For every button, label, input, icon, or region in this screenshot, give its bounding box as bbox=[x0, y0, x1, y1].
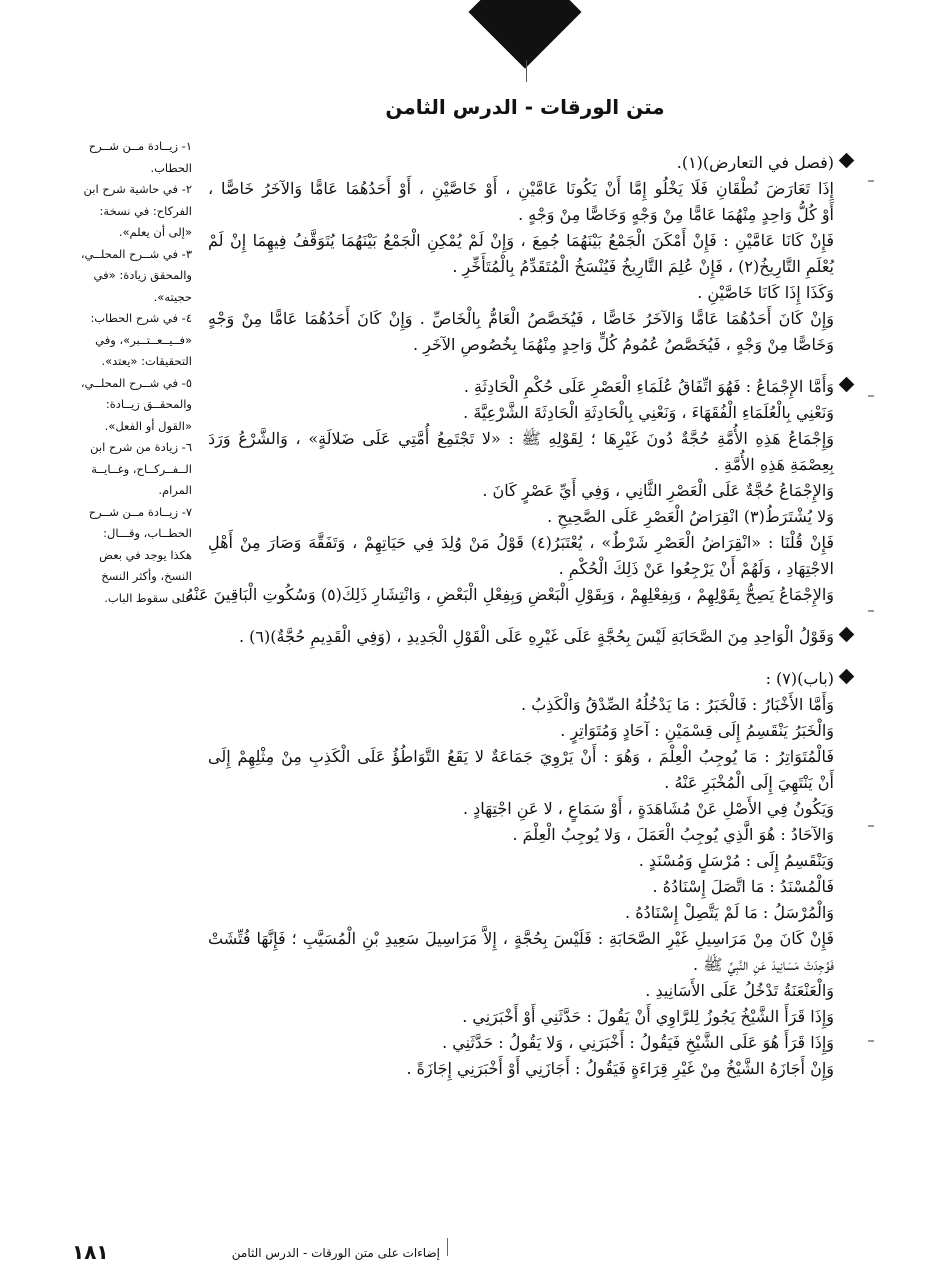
footnote-line: النسخ، وأكثر النسخ bbox=[101, 569, 192, 583]
page-title: متن الورقات - الدرس الثامن bbox=[385, 95, 665, 119]
text-line: وَإِنْ أَجَازَهُ الشَّيْخُ مِنْ غَيْرِ قِرَاءَةٍ فَيَقُولُ : أَجَازَنِي أَوْ أَخْبَرَنِي إِجَازَةً . bbox=[406, 1059, 834, 1078]
top-ornament-stem bbox=[526, 60, 527, 82]
text-line: وَالْخَبَرُ يَنْقَسِمُ إِلَى قِسْمَيْنِ : آحَادٍ وَمُتَوَاتِرٍ . bbox=[560, 721, 834, 740]
margin-tick bbox=[868, 825, 874, 827]
text-line: وَالإِجْمَاعُ يَصِحُّ بِقَوْلِهِمْ ، وَبِفِعْلِهِمْ ، وَبِقَوْلِ الْبَعْضِ وَبِفِعْلِ الْبَعْضِ ، وَانْتِشَارِ ذَلِكَ(٥) وَسُكُوتِ الْبَاقِينَ عَنْهُ . bbox=[175, 585, 834, 604]
top-diamond-ornament bbox=[468, 0, 581, 69]
footnote-line: هكذا يوجد في بعض bbox=[99, 547, 192, 562]
text-line: وَيَنْقَسِمُ إِلَى : مُرْسَلٍ وَمُسْنَدٍ . bbox=[638, 851, 834, 870]
text-line: وَالْعَنْعَنَةُ تَدْخُلُ عَلَى الأَسَانِيدِ . bbox=[645, 981, 834, 1000]
text-line: وَقَوْلُ الْوَاحِدِ مِنَ الصَّحَابَةِ لَيْسَ بِحُجَّةٍ عَلَى غَيْرِهِ عَلَى الْقَوْلِ الْجَدِيدِ ، (وَفِي الْقَدِيمِ حُجَّةٌ)(٦) . bbox=[238, 627, 834, 646]
text-line: فَإِنْ قُلْنَا : «انْقِرَاضُ الْعَصْرِ شَرْطٌ» ، يُعْتَبَرُ(٤) قَوْلُ مَنْ وُلِدَ فِي حَيَاتِهِمْ ، وَتَفَقَّهَ وَصَارَ مِنْ أَهْلِ bbox=[208, 533, 835, 552]
text-line: بِعِصْمَةِ هَذِهِ الأُمَّةِ . bbox=[713, 455, 834, 474]
section-taarud bbox=[208, 150, 834, 358]
text-line: وَلا يُشْتَرَطُ(٣) انْقِرَاضُ الْعَصْرِ عَلَى الصَّحِيحِ . bbox=[547, 507, 834, 526]
margin-footnotes bbox=[52, 136, 192, 609]
footnote-line: ١- زيــادة مــن شــرح bbox=[88, 139, 192, 153]
text-line: يُعْلَمِ التَّارِيخُ(٢) ، فَإِنْ عُلِمَ التَّارِيخُ فَيُنْسَخُ الْمُتَقَدِّمُ بِالْمُتَأَخِّرِ . bbox=[452, 257, 834, 276]
text-line: وَأَمَّا الإِجْمَاعُ : فَهُوَ اتِّفَاقُ عُلَمَاءِ الْعَصْرِ عَلَى حُكْمِ الْحَادِثَةِ . bbox=[463, 377, 834, 396]
text-line: وَإِذَا قَرَأَ الشَّيْخُ يَجُوزُ لِلرَّاوِي أَنْ يَقُولَ : حَدَّثَنِي أَوْ أَخْبَرَنِي . bbox=[462, 1007, 834, 1026]
text-line: وَإِنْ كَانَ أَحَدُهُمَا عَامًّا وَالآخَرُ خَاصًّا ، فَيُخَصَّصُ الْعَامُّ بِالْخَاصِّ . وَإِنْ كَانَ أَحَدُهُمَا عَامًّا مِنْ وَجْهٍ bbox=[208, 309, 834, 328]
section-akhbar bbox=[208, 666, 834, 1082]
footnote-line: والمحقــق زيــادة: bbox=[105, 397, 192, 411]
section-qawl-sahabi bbox=[208, 624, 834, 650]
footnote-line: ٤- في شرح الحطاب: bbox=[90, 311, 192, 325]
text-line: فَإِنْ كَانَا عَامَّيْنِ : فَإِنْ أَمْكَنَ الْجَمْعُ بَيْنَهُمَا جُمِعَ ، وَإِنْ لَمْ يُمْكِنِ الْجَمْعُ بَيْنَهُمَا يُتَوَقَّفُ فِيهِمَا إِنْ لَمْ bbox=[208, 231, 834, 250]
footnote-line: الحطــاب، وقـــال: bbox=[103, 526, 192, 540]
diamond-bullet-icon bbox=[839, 627, 855, 643]
margin-tick bbox=[868, 180, 874, 182]
text-line: وَالآحَادُ : هُوَ الَّذِي يُوجِبُ الْعَمَلَ ، وَلا يُوجِبُ الْعِلْمَ . bbox=[512, 825, 834, 844]
text-line: فَإِنْ كَانَ مِنْ مَرَاسِيلِ غَيْرِ الصَّحَابَةِ : فَلَيْسَ بِحُجَّةٍ ، إِلاَّ مَرَاسِيلَ سَعِيدِ بْنِ الْمُسَيَّبِ ؛ فَإِنَّهَا فُتِّشَتْ bbox=[208, 929, 834, 948]
footnote-line: الــفــركــاح، وغــايــة bbox=[91, 461, 192, 476]
footnote-line: على سقوط الباب. bbox=[104, 590, 192, 605]
footnote-line: المرام. bbox=[158, 483, 192, 497]
footnote-line: التحقيقات: «يعتد». bbox=[101, 354, 192, 368]
footnote-line: والمحقق زيادة: «في bbox=[93, 268, 192, 282]
diamond-bullet-icon bbox=[839, 669, 855, 685]
text-line: فَوُجِدَتْ مَسَانِيدَ عَنِ النَّبِيِّ ﷺ . bbox=[693, 955, 834, 974]
footnote-line: «إلى أن يعلم». bbox=[118, 225, 192, 239]
text-line: وَإِذَا قَرَأَ هُوَ عَلَى الشَّيْخِ فَيَقُولُ : أَخْبَرَنِي ، وَلا يَقُولُ : حَدَّثَنِي . bbox=[442, 1033, 834, 1052]
footnote-line: ٦- زيادة من شرح ابن bbox=[90, 440, 192, 454]
diamond-bullet-icon bbox=[839, 153, 855, 169]
text-line: وَالْمُرْسَلُ : مَا لَمْ يَتَّصِلْ إِسْنَادُهُ . bbox=[625, 903, 834, 922]
footnote-line: ٥- في شــرح المحلــي، bbox=[80, 375, 192, 390]
text-line: الاجْتِهَادِ ، وَلَهُمْ أَنْ يَرْجِعُوا عَنْ ذَلِكَ الْحُكْمِ . bbox=[558, 559, 834, 578]
footer-divider bbox=[447, 1238, 448, 1256]
text-line: فَالْمُسْنَدُ : مَا اتَّصَلَ إِسْنَادُهُ . bbox=[652, 877, 834, 896]
diamond-bullet-icon bbox=[839, 377, 855, 393]
margin-tick bbox=[868, 395, 874, 397]
margin-tick bbox=[868, 1040, 874, 1042]
running-footer: إضاءات على متن الورقات - الدرس الثامن bbox=[231, 1246, 440, 1260]
footnote-line: الحطاب. bbox=[150, 160, 192, 175]
text-line: وَإِجْمَاعُ هَذِهِ الأُمَّةِ حُجَّةٌ دُونَ غَيْرِهَا ؛ لِقَوْلِهِ ﷺ : «لا تَجْتَمِعُ أُمَّتِي عَلَى ضَلالَةٍ» ، وَالشَّرْعُ وَرَدَ bbox=[208, 429, 834, 448]
text-line: وَيَكُونُ فِي الأَصْلِ عَنْ مُشَاهَدَةٍ ، أَوْ سَمَاعٍ ، لا عَنِ اجْتِهَادٍ . bbox=[462, 799, 834, 818]
footnote-line: «فــيــعــتــبر»، وفي bbox=[95, 332, 192, 347]
text-line: أَنْ يَنْتَهِيَ إِلَى الْمُخْبَرِ عَنْهُ . bbox=[664, 773, 834, 792]
margin-tick bbox=[868, 610, 874, 612]
text-line: (باب)(٧) : bbox=[765, 669, 834, 688]
footnote-line: حجيته». bbox=[153, 289, 192, 304]
text-line: فَالْمُتَوَاتِرُ : مَا يُوجِبُ الْعِلْمَ ، وَهُوَ : أَنْ يَرْوِيَ جَمَاعَةٌ لا يَقَعُ التَّوَاطُؤُ عَلَى الْكَذِبِ مِنْ مِثْلِهِمْ إِلَى bbox=[208, 747, 834, 766]
text-line: وَأَمَّا الأَخْبَارُ : فَالْخَبَرُ : مَا يَدْخُلُهُ الصِّدْقُ وَالْكَذِبُ . bbox=[521, 695, 834, 714]
footnote-line: ٧- زيــادة مــن شــرح bbox=[88, 504, 192, 519]
text-line: وَنَعْنِي بِالْعُلَمَاءِ الْفُقَهَاءَ ، وَنَعْنِي بِالْحَادِثَةِ الْحَادِثَةَ الشَّرْعِيَّةَ . bbox=[463, 403, 834, 422]
text-line: وَكَذَا إِذَا كَانَا خَاصَّيْنِ . bbox=[697, 283, 834, 302]
text-line: إِذَا تَعَارَضَ نُطْقَانِ فَلَا يَخْلُو إِمَّا أَنْ يَكُونَا عَامَّيْنِ ، أَوْ خَاصَّيْنِ ، أَوْ أَحَدُهُمَا عَامًّا وَالآخَرُ خَاصًّا ، bbox=[208, 179, 834, 198]
text-line: وَخَاصًّا مِنْ وَجْهٍ ، فَيُخَصَّصُ عُمُومُ كُلٍّ وَاحِدٍ مِنْهُمَا بِخُصُوصِ الآخَرِ . bbox=[413, 335, 834, 354]
text-line: (فصل في التعارض)(١). bbox=[676, 153, 834, 172]
text-line: أَوْ كُلُّ وَاحِدٍ مِنْهُمَا عَامًّا مِنْ وَجْهٍ وَخَاصًّا مِنْ وَجْهٍ . bbox=[518, 205, 834, 224]
page-number: ١٨١ bbox=[72, 1240, 109, 1264]
text-line: وَالإِجْمَاعُ حُجَّةٌ عَلَى الْعَصْرِ الثَّانِي ، وَفِي أَيِّ عَصْرٍ كَانَ . bbox=[482, 481, 834, 500]
footnote-line: ٣- في شــرح المحلــي، bbox=[80, 246, 192, 261]
footnote-line: الفركاح: في نسخة: bbox=[99, 203, 192, 218]
footnote-line: ٢- في حاشية شرح ابن bbox=[83, 182, 192, 196]
footnote-line: «القول أو الفعل». bbox=[104, 418, 192, 433]
